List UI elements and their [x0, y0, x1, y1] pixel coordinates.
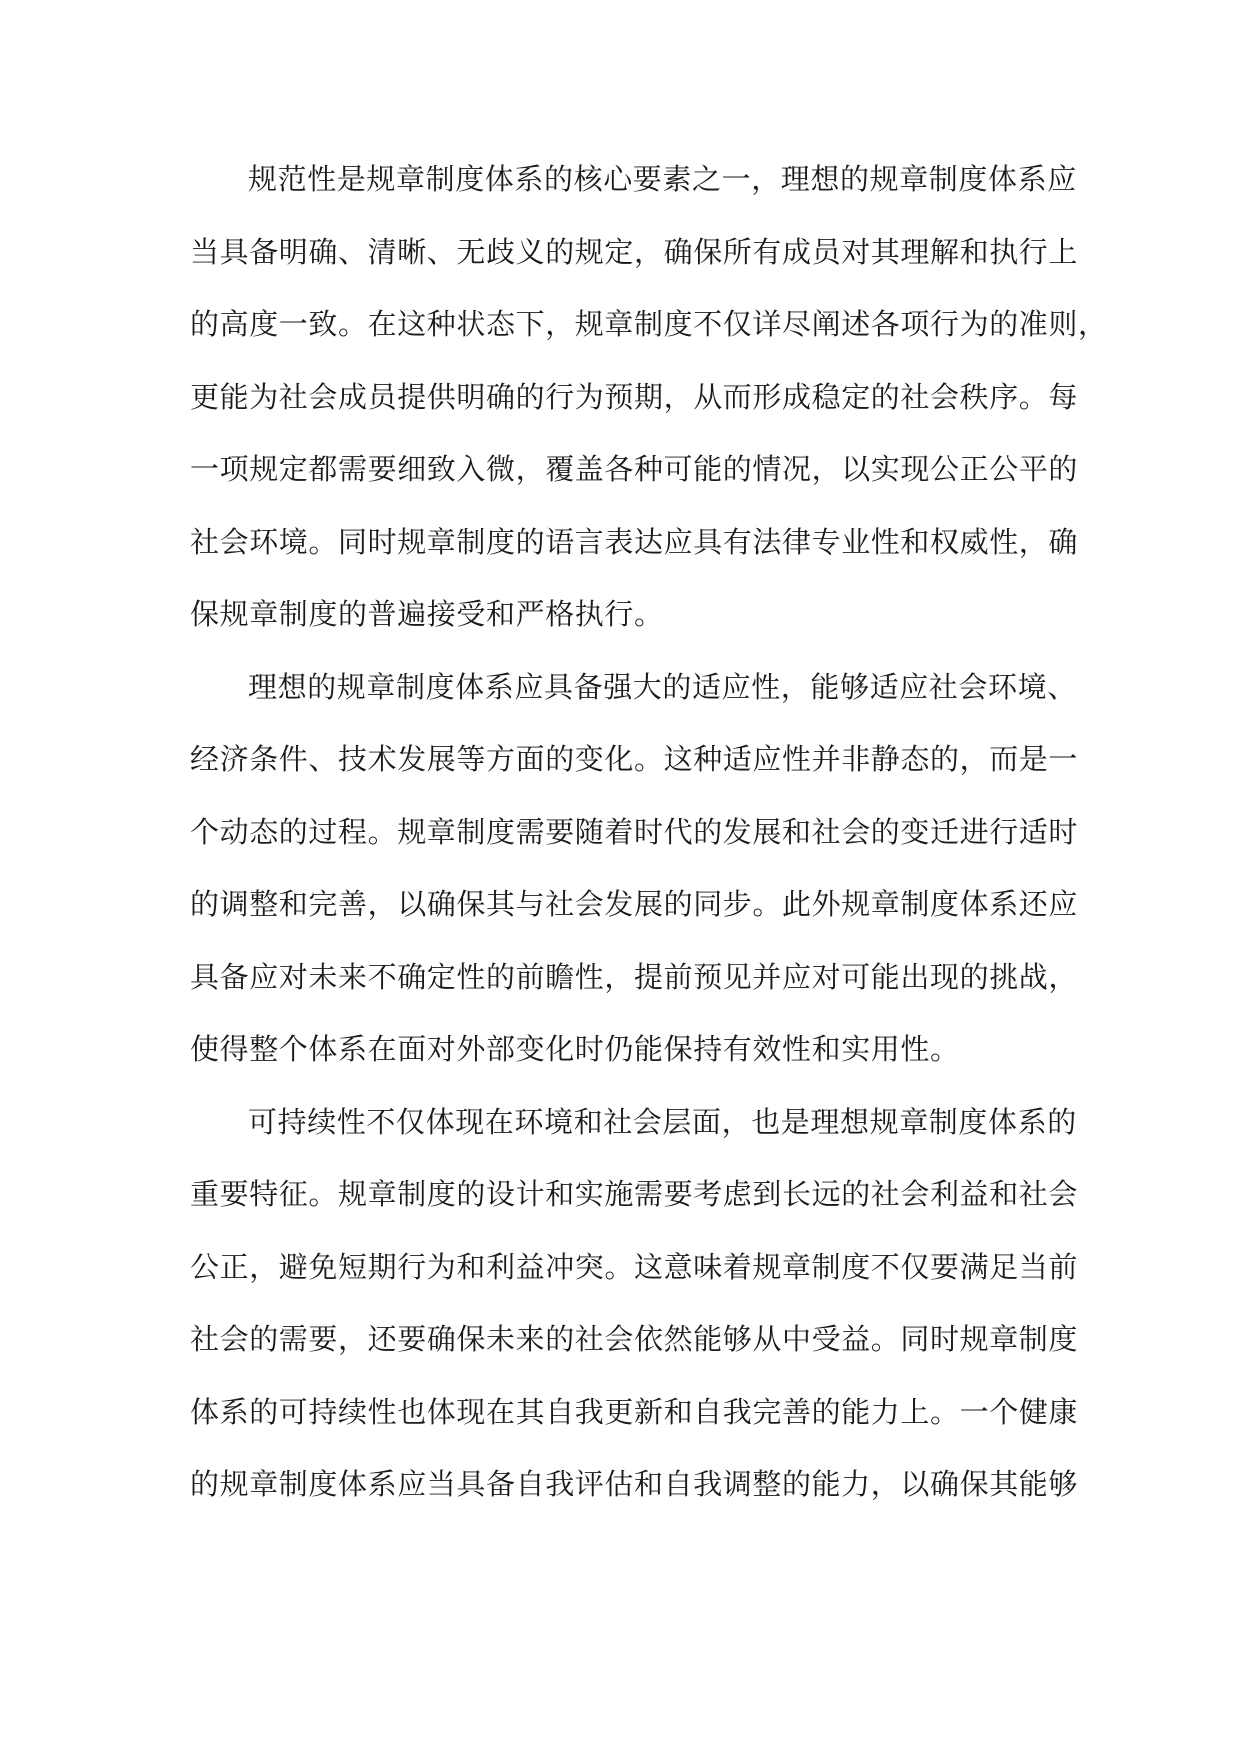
paragraph-line: 规范性是规章制度体系的核心要素之一，理想的规章制度体系应 [248, 162, 1077, 196]
paragraph-line: 一项规定都需要细致入微，覆盖各种可能的情况，以实现公正公平的 [190, 452, 1079, 486]
paragraph-1 [190, 143, 1108, 651]
paragraph-line: 社会环境。同时规章制度的语言表达应具有法律专业性和权威性，确 [190, 524, 1079, 559]
paragraph-line: 的规章制度体系应当具备自我评估和自我调整的能力，以确保其能够 [190, 1467, 1079, 1501]
paragraph-line: 经济条件、技术发展等方面的变化。这种适应性并非静态的，而是一 [190, 742, 1079, 776]
paragraph-line: 的高度一致。在这种状态下，规章制度不仅详尽阐述各项行为的准则， [190, 307, 1108, 341]
paragraph-line: 公正，避免短期行为和利益冲突。这意味着规章制度不仅要满足当前 [190, 1249, 1079, 1284]
document-body [190, 143, 1108, 1521]
paragraph-line: 理想的规章制度体系应具备强大的适应性，能够适应社会环境、 [248, 669, 1077, 704]
paragraph-line: 的调整和完善，以确保其与社会发展的同步。此外规章制度体系还应 [190, 887, 1079, 921]
paragraph-line: 保规章制度的普遍接受和严格执行。 [190, 597, 664, 631]
paragraph-line: 具备应对未来不确定性的前瞻性，提前预见并应对可能出现的挑战， [190, 959, 1079, 994]
paragraph-line: 更能为社会成员提供明确的行为预期，从而形成稳定的社会秩序。每 [190, 379, 1079, 414]
paragraph-line: 社会的需要，还要确保未来的社会依然能够从中受益。同时规章制度 [190, 1322, 1079, 1356]
paragraph-line: 重要特征。规章制度的设计和实施需要考虑到长远的社会利益和社会 [190, 1177, 1079, 1211]
paragraph-3 [190, 1086, 1079, 1521]
paragraph-line: 体系的可持续性也体现在其自我更新和自我完善的能力上。一个健康 [190, 1394, 1079, 1429]
paragraph-2 [190, 651, 1079, 1086]
paragraph-line: 使得整个体系在面对外部变化时仍能保持有效性和实用性。 [190, 1032, 960, 1066]
paragraph-line: 当具备明确、清晰、无歧义的规定，确保所有成员对其理解和执行上 [190, 234, 1079, 269]
paragraph-line: 可持续性不仅体现在环境和社会层面，也是理想规章制度体系的 [248, 1104, 1077, 1139]
paragraph-line: 个动态的过程。规章制度需要随着时代的发展和社会的变迁进行适时 [190, 814, 1079, 849]
